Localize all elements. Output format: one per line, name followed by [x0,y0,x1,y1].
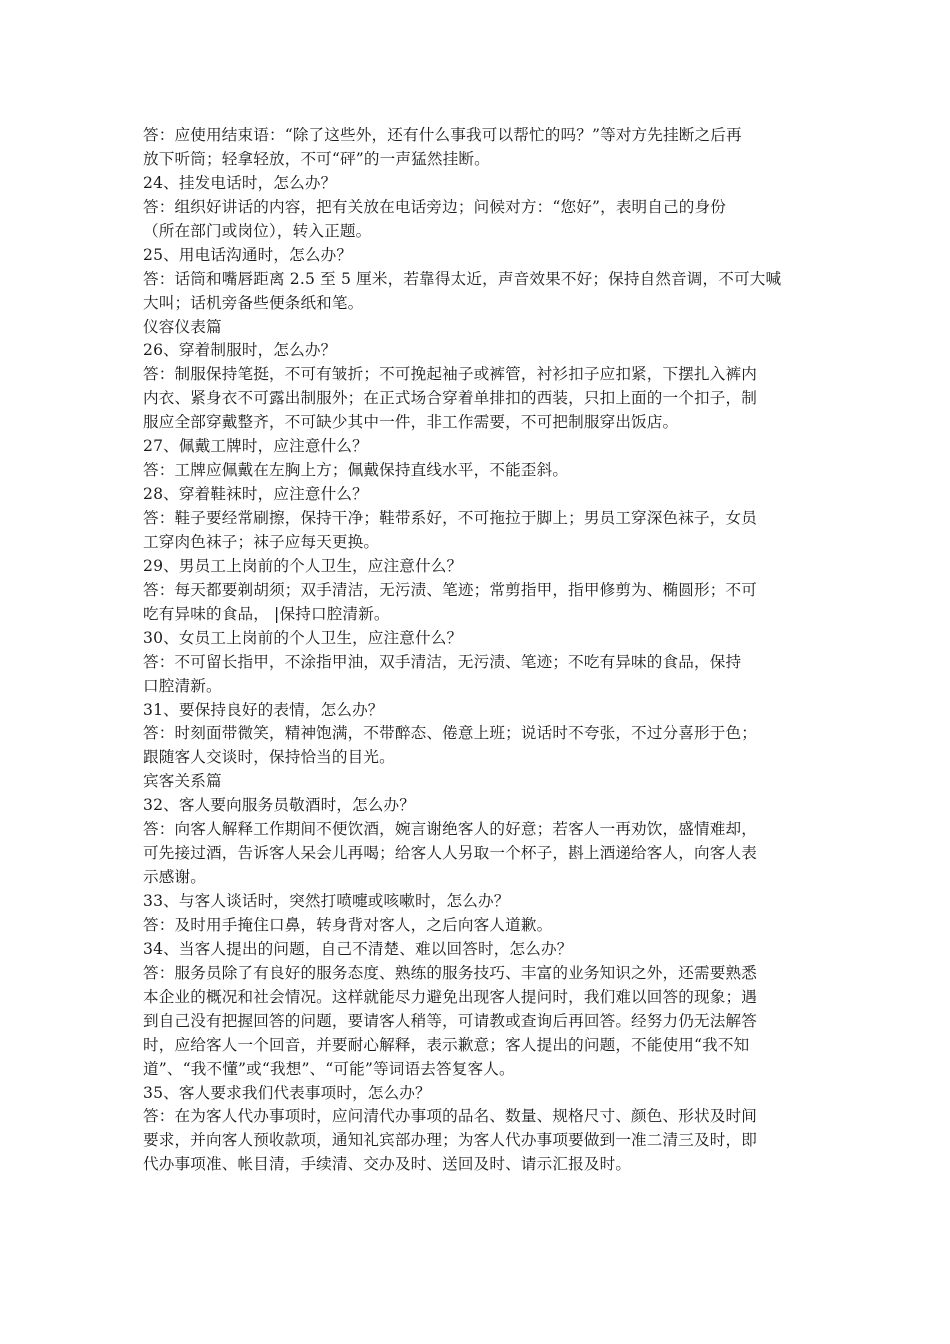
text-line: 25、用电话沟通时，怎么办？ [143,245,353,264]
text-line: 答：工牌应佩戴在左胸上方；佩戴保持直线水平，不能歪斜。 [143,461,569,480]
text-line: 答：话筒和嘴唇距离 2.5 至 5 厘米，若靠得太近，声音效果不好；保持自然音调，不可大喊 [143,269,782,288]
text-line: 本企业的概况和社会情况。这样就能尽力避免出现客人提问时，我们难以回答的现象；遇 [143,987,758,1006]
text-line: 答：向客人解释工作期间不便饮酒，婉言谢绝客人的好意；若客人一再劝饮，盛情难却， [143,820,758,839]
text-line: 工穿肉色袜子；袜子应每天更换。 [143,532,380,551]
text-line: 34、当客人提出的问题，自己不清楚、难以回答时，怎么办？ [143,939,573,958]
text-line: 内衣、紧身衣不可露出制服外；在正式场合穿着单排扣的西装，只扣上面的一个扣子，制 [143,389,758,408]
text-line: （所在部门或岗位），转入正题。 [143,221,372,240]
text-line: 30、女员工上岗前的个人卫生，应注意什么？ [143,628,463,647]
text-line: 服应全部穿戴整齐，不可缺少其中一件，非工作需要，不可把制服穿出饭店。 [143,413,679,432]
text-line: 答：在为客人代办事项时，应问清代办事项的品名、数量、规格尺寸、颜色、形状及时间 [143,1107,758,1126]
text-line: 29、男员工上岗前的个人卫生，应注意什么？ [143,556,463,575]
text-line: 答：每天都要剃胡须；双手清洁，无污渍、笔迹；常剪指甲，指甲修剪为、椭圆形；不可 [143,580,758,599]
text-line: 28、穿着鞋袜时，应注意什么？ [143,485,368,504]
text-line: 答：时刻面带微笑，精神饱满，不带醉态、倦意上班；说话时不夸张，不过分喜形于色； [143,724,758,743]
text-line: 放下听筒；轻拿轻放，不可“砰”的一声猛然挂断。 [143,149,490,168]
text-line: 大叫；话机旁备些便条纸和笔。 [143,293,364,312]
text-line: 答：应使用结束语：“除了这些外，还有什么事我可以帮忙的吗？”等对方先挂断之后再 [143,126,742,144]
text-line: 35、客人要求我们代表事项时，怎么办？ [143,1083,431,1102]
text-line: 宾客关系篇 [143,772,222,791]
text-line: 口腔清新。 [143,676,222,695]
text-line: 答：组织好讲话的内容，把有关放在电话旁边；问候对方：“您好”，表明自己的身份 [143,197,727,216]
text-line: 跟随客人交谈时，保持恰当的目光。 [143,748,395,767]
text-line: 答：制服保持笔挺，不可有皱折；不可挽起袖子或裤管，衬衫扣子应扣紧，下摆扎入裤内 [143,365,758,384]
document-page [143,124,813,1177]
text-line: 要求，并向客人预收款项，通知礼宾部办理；为客人代办事项要做到一准二清三及时，即 [143,1131,758,1150]
text-line: 26、穿着制服时，怎么办？ [143,341,337,360]
text-line: 31、要保持良好的表情，怎么办？ [143,700,384,719]
text-line: 吃有异味的食品， |保持口腔清新。 [143,604,390,623]
text-line: 27、佩戴工牌时，应注意什么？ [143,437,368,456]
text-line: 32、客人要向服务员敬酒时，怎么办？ [143,796,416,815]
text-line: 33、与客人谈话时，突然打喷嚏或咳嗽时，怎么办？ [143,892,510,910]
text-line: 时，应给客人一个回音，并要耐心解释，表示歉意；客人提出的问题，不能使用“我不知 [143,1035,750,1054]
text-line: 到自己没有把握回答的问题，要请客人稍等，可请教或查询后再回答。经努力仍无法解答 [143,1011,758,1030]
text-line: 道”、“我不懂”或“我想”、“可能”等词语去答复客人。 [143,1059,515,1078]
text-line: 答：鞋子要经常刷擦，保持干净；鞋带系好，不可拖拉于脚上；男员工穿深色袜子，女员 [143,509,758,527]
text-line: 答：服务员除了有良好的服务态度、熟练的服务技巧、丰富的业务知识之外，还需要熟悉 [143,963,758,982]
text-line: 可先接过酒，告诉客人呆会儿再喝；给客人人另取一个杯子，斟上酒递给客人，向客人表 [143,844,758,863]
text-line: 答：不可留长指甲，不涂指甲油，双手清洁，无污渍、笔迹；不吃有异味的食品，保持 [143,652,742,671]
text-line: 24、挂发电话时，怎么办？ [143,173,337,192]
text-line: 仪容仪表篇 [143,317,222,336]
text-line: 代办事项准、帐目清，手续清、交办及时、送回及时、请示汇报及时。 [143,1155,632,1174]
text-line: 示感谢。 [143,868,206,887]
text-line: 答：及时用手掩住口鼻，转身背对客人，之后向客人道歉。 [143,915,553,934]
